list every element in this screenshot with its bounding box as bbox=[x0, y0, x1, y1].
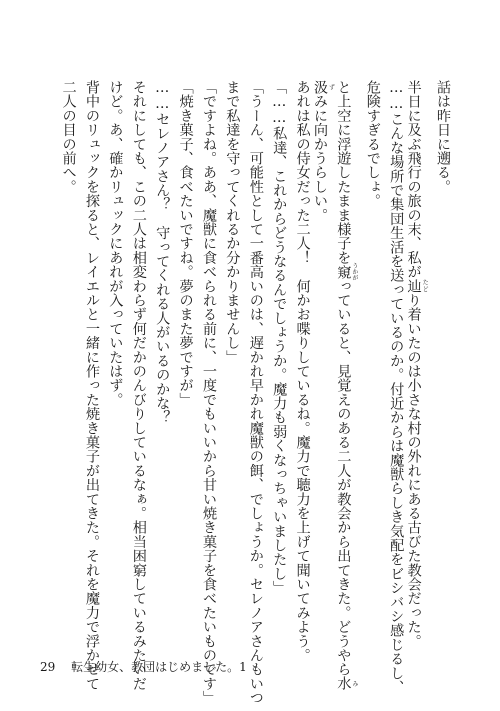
text-column bbox=[178, 80, 194, 640]
text-segment: あれは私の侍女だった二人！ 何かお喋りしているね。魔力で聴力を上げて聞いてみよう。 bbox=[294, 80, 311, 663]
text-segment: 「……私達、これからどうなるんでしょうか。魔力も弱くなっちゃいましたし」 bbox=[271, 80, 288, 595]
ruby-base: 水 bbox=[335, 676, 352, 691]
ruby-base: 辿 bbox=[405, 278, 422, 294]
text-column bbox=[154, 80, 170, 640]
text-column bbox=[435, 80, 451, 640]
text-segment: それにしても、この二人は相変わらず何だかのんびりしているなぁ。相当困窮しているみたいだ bbox=[130, 80, 147, 691]
text-column bbox=[294, 80, 311, 663]
text-segment: と上空に浮遊したまま様子を bbox=[335, 80, 352, 265]
text-column bbox=[365, 80, 381, 640]
text-column bbox=[312, 80, 335, 640]
text-segment: 「ですよね。ああ、魔獣に食べられる前に、一度でもいいから甘い焼き菓子を食べたいものです」 bbox=[201, 80, 217, 705]
page-number: 29 bbox=[40, 660, 56, 674]
ruby-reading: み bbox=[350, 676, 358, 691]
text-segment: ……こんな場所で集団生活を送っているのか。付近からは魔獣らしき気配をビシバシ感じるし、 bbox=[388, 80, 405, 695]
text-column bbox=[130, 80, 147, 691]
text-segment: 二人の目の前へ。 bbox=[60, 80, 77, 194]
text-column bbox=[201, 80, 217, 705]
book-title: 転生幼女、教団はじめました。1 bbox=[71, 660, 247, 674]
text-column bbox=[335, 80, 358, 691]
ruby-reading: たど bbox=[421, 278, 429, 294]
text-column bbox=[61, 80, 77, 640]
text-segment: 「うーん、可能性として一番高いのは、遅かれ早かれ魔獣の餌、でしょうか。セレノアさんもいつ bbox=[247, 80, 264, 705]
ruby-word bbox=[312, 80, 335, 95]
text-segment: 「焼き菓子、食べたいですね。夢のまた夢ですが」 bbox=[177, 80, 194, 407]
text-segment: っていると、見覚えのある二人が教会から出てきた。どうやら bbox=[335, 278, 352, 677]
ruby-base: 汲 bbox=[312, 80, 328, 95]
text-segment: まで私達を守ってくれるか分かりませんし」 bbox=[224, 80, 241, 364]
text-segment: けど。あ、確かリュックにあれが入っていたはず。 bbox=[107, 80, 124, 407]
ruby-word bbox=[335, 262, 358, 281]
ruby-reading: うかが bbox=[350, 262, 358, 281]
text-segment: みに向かうらしい。 bbox=[312, 94, 328, 223]
text-column bbox=[247, 80, 264, 705]
text-segment: 危険すぎるでしょ。 bbox=[364, 80, 381, 208]
text-segment: 話は昨日に遡る。 bbox=[435, 80, 451, 194]
text-column bbox=[84, 80, 100, 691]
ruby-word bbox=[405, 278, 429, 294]
text-column bbox=[405, 80, 429, 649]
text-segment: 背中のリュックを探ると、レイエルと一緒に作った焼き菓子が出てきた。それを魔力で浮かせて bbox=[84, 80, 100, 691]
ruby-base: 窺 bbox=[335, 262, 352, 281]
text-column bbox=[224, 80, 240, 640]
text-segment: り着いたのは小さな村の外れにある古びた教会だった。 bbox=[405, 293, 422, 649]
ruby-word bbox=[335, 676, 358, 691]
page-footer bbox=[40, 658, 247, 675]
ruby-reading: ず bbox=[327, 80, 335, 95]
text-column bbox=[388, 80, 405, 695]
text-segment: 半日に及ぶ飛行の旅の末、私が bbox=[405, 80, 422, 279]
text-column bbox=[107, 80, 123, 640]
text-segment: ……セレノアさん？ 守ってくれる人がいるのかな？ bbox=[154, 80, 171, 425]
text-column bbox=[271, 80, 287, 640]
